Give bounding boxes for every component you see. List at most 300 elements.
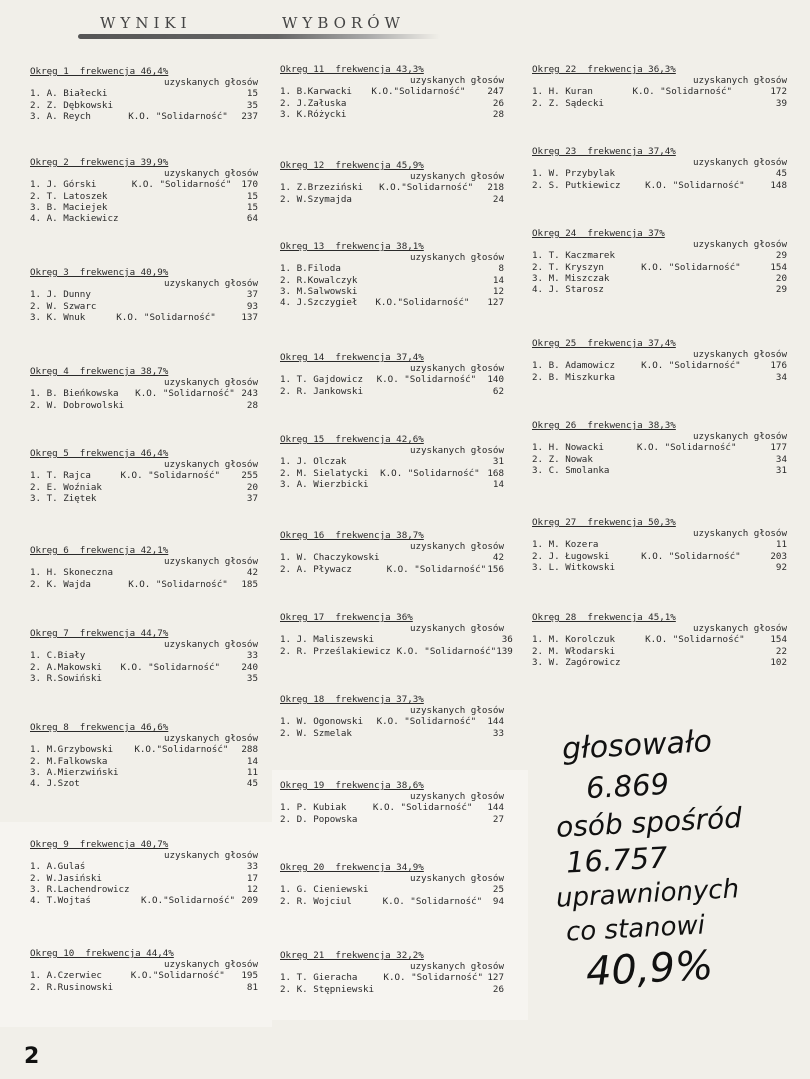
committee-name [114,650,238,661]
candidate-table [280,972,504,994]
vote-count: 29 [775,250,787,262]
vote-count: 26 [492,97,504,109]
vote-count: 94 [492,895,504,907]
vote-count: 8 [498,263,504,275]
candidate-row [30,873,258,884]
candidate-row [280,814,504,825]
candidate-name: 1. T. Gajdowicz [280,374,363,386]
candidate-name: 3. T. Ziętek [30,492,97,504]
candidate-row [280,716,504,727]
candidate-row [30,861,258,872]
committee-name [626,98,765,109]
vote-count: 93 [246,300,258,312]
vote-count: 27 [492,813,504,825]
candidate-name: 1. C.Biały [30,650,86,662]
committee-name [122,567,239,578]
vote-count: 62 [492,385,504,397]
candidate-name: 2. R. Jankowski [280,385,363,397]
district-block [532,420,787,476]
candidate-name: 1. B. Bieńkowska [30,388,119,400]
vote-count: 35 [246,672,258,684]
candidate-row [280,456,504,467]
vote-count: 240 [241,661,258,673]
candidate-row [30,213,258,224]
votes-column-label: uzyskanych głosów [163,959,258,971]
candidate-name: 4. J.Szot [30,778,80,790]
candidate-row [30,470,258,481]
candidate-row [280,109,504,120]
committee-name [367,814,485,825]
vote-count: 154 [770,634,787,646]
candidate-name: 2. Z. Nowak [532,453,593,465]
votes-column-label: uzyskanych głosów [409,363,504,375]
vote-count: 42 [492,552,504,564]
candidate-row [532,168,787,179]
vote-count: 177 [770,442,787,454]
candidate-row [280,98,504,109]
candidate-name: 3. C. Smolanka [532,464,610,476]
candidate-name: 2. K. Stępniewski [280,983,375,995]
vote-count: 218 [487,182,504,194]
votes-column-label: uzyskanych głosów [163,850,258,862]
committee-name [631,454,766,465]
vote-count: 243 [241,388,258,400]
candidate-row [30,289,258,300]
votes-column-label: uzyskanych głosów [409,961,504,973]
committee-name [381,552,488,563]
committee-name [377,884,492,895]
candidate-name: 3. L. Witkowski [532,561,615,573]
header-title-right: WYBORÓW [282,14,405,32]
committee-name: K.O. "Solidarność" [382,895,483,907]
votes-column-label: uzyskanych głosów [163,377,258,389]
candidate-name: 1. J. Maliszewski [280,634,375,646]
candidate-row [280,552,504,563]
district-heading: Okręg 8 frekwencja 46,6% [30,722,169,733]
vote-count: 168 [487,467,504,479]
candidate-row [280,728,504,739]
candidate-name: 2. T. Latoszek [30,190,108,202]
district-block [280,530,504,575]
candidate-table [280,182,504,204]
district-block [280,780,504,825]
committee-name [128,767,239,778]
district-block [30,839,258,906]
votes-column-label: uzyskanych głosów [163,556,258,568]
district-heading: Okręg 22 frekwencja 36,3% [532,64,676,75]
candidate-row [532,360,787,371]
candidate-table [280,374,504,396]
candidate-row [30,970,258,981]
vote-count: 127 [487,297,504,309]
candidate-row [280,479,504,490]
candidate-table [280,456,504,490]
candidate-name: 1. W. Chaczykowski [280,552,380,564]
votes-column-label: uzyskanych głosów [163,278,258,290]
vote-count: 209 [241,895,258,907]
vote-count: 17 [246,872,258,884]
vote-count: 92 [775,561,787,573]
candidate-row [30,884,258,895]
district-block [532,146,787,191]
candidate-row [280,884,504,895]
candidate-row [280,182,504,193]
vote-count: 31 [492,456,504,468]
votes-column-label: uzyskanych głosów [409,791,504,803]
candidate-name: 2. R.Rusinowski [30,981,113,993]
vote-count: 137 [241,311,258,323]
candidate-name: 2. W. Dobrowolski [30,399,125,411]
committee-name: K.O. "Solidarność" [376,716,477,728]
candidate-name: 1. M. Korolczuk [532,634,615,646]
candidate-table [30,289,258,323]
candidate-row [30,673,258,684]
candidate-name: 4. J.Szczygieł [280,297,358,309]
candidate-row [280,194,504,205]
vote-count: 29 [775,284,787,296]
votes-column-label: uzyskanych głosów [692,349,787,361]
district-block [532,228,787,295]
district-heading: Okręg 21 frekwencja 32,2% [280,950,424,961]
candidate-row [30,312,258,323]
vote-count: 127 [487,972,504,984]
handwritten-line: 16.757 [565,840,669,880]
candidate-row [280,646,513,657]
committee-name [631,465,766,476]
candidate-row [30,650,258,661]
vote-count: 33 [246,650,258,662]
district-heading: Okręg 3 frekwencja 40,9% [30,267,169,278]
committee-name [126,202,240,213]
candidate-row [30,100,258,111]
district-heading: Okręg 19 frekwencja 38,6% [280,780,424,791]
district-heading: Okręg 27 frekwencja 50,3% [532,517,676,528]
candidate-name: 3. A. Wierzbicki [280,478,369,490]
votes-column-label: uzyskanych głosów [409,171,504,183]
votes-column-label: uzyskanych głosów [692,623,787,635]
district-block [30,948,258,993]
committee-name [135,861,240,872]
committee-name: K.O. "Solidarność" [386,563,487,575]
candidate-row [30,895,258,906]
committee-name [391,634,497,645]
header-title-left: WYNIKI [100,14,192,32]
committee-name: K.O. "Solidarność" [128,110,228,122]
vote-count: 15 [246,190,258,202]
district-heading: Okręg 6 frekwencja 42,1% [30,545,169,556]
committee-name: K.O. "Solidarność" [632,86,733,98]
district-heading: Okręg 24 frekwencja 37% [532,228,665,239]
committee-name [369,286,484,297]
committee-name: K.O."Solidarność" [130,970,225,982]
committee-name: K.O. "Solidarność" [372,802,473,814]
vote-count: 37 [246,492,258,504]
candidate-row [30,202,258,213]
votes-column-label: uzyskanych głosów [163,168,258,180]
candidate-name: 1. G. Cieniewski [280,884,369,896]
votes-column-label: uzyskanych głosów [163,639,258,651]
handwritten-line: 6.869 [585,766,670,806]
candidate-name: 1. A.Czerwiec [30,970,102,982]
district-block [280,160,504,205]
candidate-name: 2. W. Szmelak [280,727,352,739]
committee-name: K.O. "Solidarność" [131,179,232,191]
candidate-row [532,454,787,465]
vote-count: 26 [492,983,504,995]
votes-column-label: uzyskanych głosów [409,623,504,635]
committee-name: K.O."Solidarność" [140,895,236,907]
vote-count: 139 [496,645,513,657]
candidate-table [280,263,504,308]
candidate-name: 1. T. Rajca [30,470,91,482]
candidate-name: 2. E. Woźniak [30,481,102,493]
vote-count: 156 [487,563,504,575]
candidate-row [30,767,258,778]
district-heading: Okręg 11 frekwencja 43,3% [280,64,424,75]
district-heading: Okręg 13 frekwencja 38,1% [280,241,424,252]
committee-name [128,756,239,767]
candidate-name: 3. M. Miszczak [532,272,610,284]
candidate-name: 1. H. Kuran [532,86,593,98]
committee-name: K.O. "Solidarność" [376,374,477,386]
votes-column-label: uzyskanych głosów [692,239,787,251]
committee-name [114,482,238,493]
vote-count: 11 [246,766,258,778]
candidate-name: 1. W. Przybylak [532,168,615,180]
candidate-table [280,552,504,574]
candidate-name: 2. J. Ługowski [532,550,610,562]
district-heading: Okręg 5 frekwencja 46,4% [30,448,169,459]
candidate-table [532,168,787,190]
committee-name: K.O. "Solidarność" [380,467,480,479]
candidate-name: 2. M. Włodarski [532,645,615,657]
candidate-name: 2. W.Jasiński [30,872,102,884]
handwritten-line: osób spośród [555,801,743,844]
vote-count: 37 [246,289,258,301]
votes-column-label: uzyskanych głosów [163,733,258,745]
candidate-row [532,657,787,668]
committee-name [635,284,766,295]
candidate-name: 2. R. Wojciul [280,895,352,907]
candidate-table [30,650,258,684]
candidate-table [30,861,258,906]
vote-count: 148 [770,179,787,191]
vote-count: 33 [492,727,504,739]
district-heading: Okręg 10 frekwencja 44,4% [30,948,174,959]
candidate-row [280,564,504,575]
candidate-row [280,984,504,995]
candidate-table [280,634,513,656]
vote-count: 102 [770,656,787,668]
vote-count: 42 [246,567,258,579]
vote-count: 237 [241,110,258,122]
candidate-name: 3. B. Maciejek [30,201,108,213]
candidate-name: 2. W. Szwarc [30,300,97,312]
committee-name [365,98,484,109]
district-heading: Okręg 14 frekwencja 37,4% [280,352,424,363]
committee-name [374,479,486,490]
candidate-name: 2. Z. Sądecki [532,97,604,109]
district-block [280,241,504,308]
committee-name: K.O."Solidarność" [134,744,229,756]
committee-name: K.O. "Solidarność" [383,972,483,984]
candidate-table [532,360,787,382]
votes-column-label: uzyskanych głosów [409,445,504,457]
committee-name [639,657,767,668]
district-heading: Okręg 16 frekwencja 38,7% [280,530,424,541]
vote-count: 31 [775,464,787,476]
candidate-row [30,482,258,493]
candidate-name: 3. K.Różycki [280,108,347,120]
committee-name [125,982,239,993]
candidate-name: 2. A.Makowski [30,661,102,673]
district-block [30,157,258,224]
committee-name [110,301,238,312]
vote-count: 144 [487,802,504,814]
candidate-name: 1. P. Kubiak [280,802,347,814]
candidate-name: 2. Z. Dębkowski [30,99,113,111]
district-block [30,628,258,684]
vote-count: 176 [770,360,787,372]
candidate-row [532,273,787,284]
district-heading: Okręg 2 frekwencja 39,9% [30,157,169,168]
vote-count: 14 [492,478,504,490]
vote-count: 20 [246,481,258,493]
district-block [280,64,504,120]
candidate-row [30,982,258,993]
vote-count: 170 [241,179,258,191]
committee-name: K.O. "Solidarność" [396,645,497,657]
votes-column-label: uzyskanych głosów [692,157,787,169]
vote-count: 34 [775,453,787,465]
vote-count: 33 [246,861,258,873]
candidate-row [30,579,258,590]
page-header [100,14,405,32]
candidate-name: 1. A. Białecki [30,88,108,100]
votes-column-label: uzyskanych głosów [409,705,504,717]
candidate-name: 1. Z.Brzeziński [280,182,363,194]
candidate-table [30,567,258,589]
vote-count: 154 [770,261,787,273]
candidate-name: 2. D. Popowska [280,813,358,825]
page-number: 2 [24,1044,40,1069]
vote-count: 24 [492,193,504,205]
committee-name [126,191,240,202]
committee-name [374,456,486,467]
candidate-row [30,778,258,789]
committee-name [114,493,238,504]
district-block [280,950,504,995]
committee-name: K.O. "Solidarność" [128,578,228,590]
district-block [280,862,504,907]
handwritten-line: co stanowi [565,910,706,948]
district-block [30,66,258,122]
candidate-name: 2. B. Miszkurka [532,371,615,383]
committee-name: K.O. "Solidarność" [641,360,741,372]
candidate-row [532,180,787,191]
district-heading: Okręg 18 frekwencja 37,3% [280,694,424,705]
candidate-row [280,972,504,983]
vote-count: 35 [246,99,258,111]
committee-name [635,250,766,261]
candidate-name: 2. K. Wajda [30,578,91,590]
candidate-name: 2. R.Kowalczyk [280,274,358,286]
candidate-row [532,98,787,109]
committee-name: K.O. "Solidarność" [120,661,221,673]
candidate-name: 1. T. Kaczmarek [532,250,615,262]
vote-count: 144 [487,716,504,728]
committee-name: K.O."Solidarność" [375,297,470,309]
committee-name [639,646,767,657]
district-block [532,612,787,668]
district-block [532,517,787,573]
district-heading: Okręg 4 frekwencja 38,7% [30,366,169,377]
district-heading: Okręg 20 frekwencja 34,9% [280,862,424,873]
vote-count: 34 [775,371,787,383]
candidate-name: 1. M. Kozera [532,539,599,551]
candidate-name: 1. A.Gulaś [30,861,86,873]
district-block [280,694,504,739]
candidate-name: 3. R.Sowiński [30,672,102,684]
district-heading: Okręg 7 frekwencja 44,7% [30,628,169,639]
committee-name [114,673,238,684]
candidate-row [30,388,258,399]
vote-count: 14 [246,755,258,767]
committee-name [635,273,766,284]
candidate-row [280,896,504,907]
candidate-row [30,88,258,99]
vote-count: 255 [241,470,258,482]
candidate-row [532,284,787,295]
candidate-table [280,716,504,738]
candidate-row [532,86,787,97]
candidate-row [30,179,258,190]
vote-count: 172 [770,86,787,98]
candidate-name: 1. B.Karwacki [280,86,352,98]
committee-name: K.O. "Solidarność" [120,470,221,482]
candidate-name: 1. B. Adamowicz [532,360,615,372]
committee-name: K.O. "Solidarność" [645,634,745,646]
candidate-row [30,301,258,312]
vote-count: 12 [246,883,258,895]
district-block [30,448,258,504]
candidate-row [280,86,504,97]
candidate-row [280,275,504,286]
candidate-name: 2. R. Prześlakiewicz [280,645,391,657]
candidate-table [532,634,787,668]
candidate-row [532,539,787,550]
district-heading: Okręg 28 frekwencja 45,1% [532,612,676,623]
vote-count: 247 [487,86,504,98]
candidate-name: 2. J.Załuska [280,97,347,109]
candidate-name: 1. H. Nowacki [532,442,604,454]
candidate-row [280,374,504,385]
candidate-row [532,442,787,453]
candidate-table [30,88,258,122]
candidate-name: 2. M. Sielatycki [280,467,369,479]
candidate-row [30,111,258,122]
candidate-row [280,634,513,645]
district-block [280,612,513,657]
committee-name [135,873,240,884]
committee-name [365,109,484,120]
district-heading: Okręg 15 frekwencja 42,6% [280,434,424,445]
committee-name: K.O."Solidarność" [371,86,466,98]
candidate-row [532,250,787,261]
candidate-row [30,493,258,504]
vote-count: 64 [246,213,258,225]
vote-count: 140 [487,374,504,386]
